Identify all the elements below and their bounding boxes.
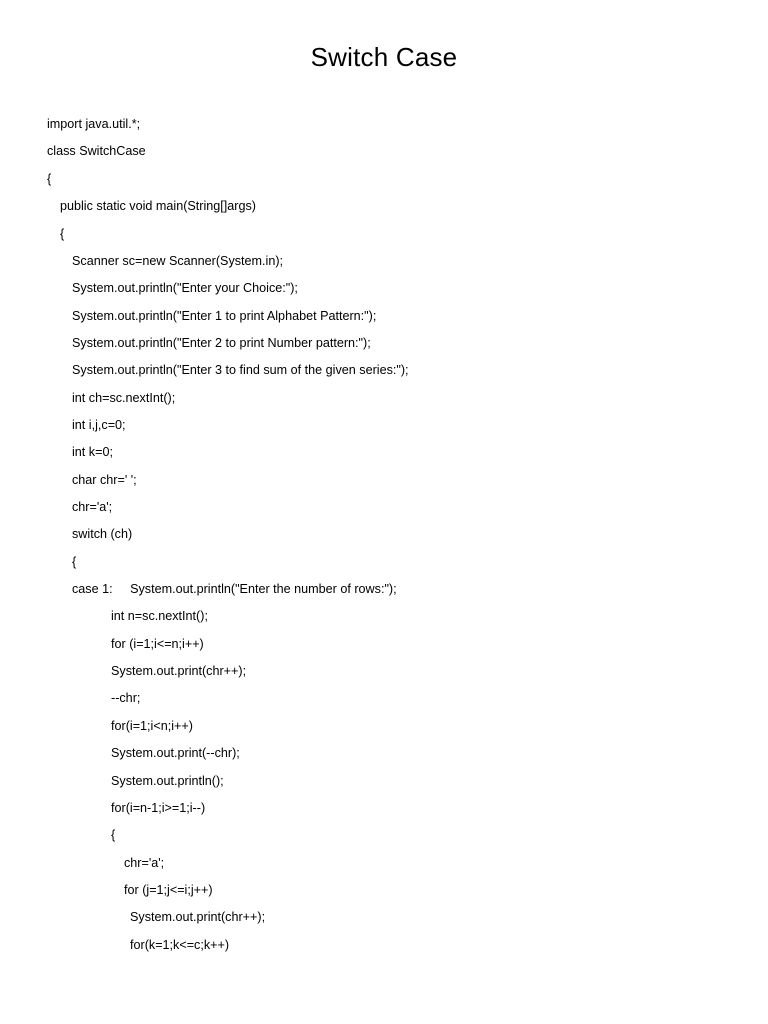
code-line: System.out.print(chr++); [130, 910, 266, 924]
code-line: import java.util.*; [47, 117, 141, 131]
code-line: for(k=1;k<=c;k++) [130, 938, 230, 952]
code-line: System.out.println("Enter your Choice:"); [72, 281, 298, 295]
code-line: class SwitchCase [47, 144, 146, 158]
code-line: int ch=sc.nextInt(); [72, 391, 176, 405]
code-line: System.out.println(); [111, 774, 224, 788]
code-line: int k=0; [72, 445, 113, 459]
code-line: { [111, 828, 116, 842]
code-line: int n=sc.nextInt(); [111, 609, 208, 623]
code-line: for (j=1;j<=i;j++) [124, 883, 213, 897]
code-line: Scanner sc=new Scanner(System.in); [72, 254, 284, 268]
code-line: switch (ch) [72, 527, 133, 541]
code-line: for(i=1;i<n;i++) [111, 719, 193, 733]
code-line: System.out.println("Enter 1 to print Alphabet Pattern:"); [72, 309, 377, 323]
code-line: char chr=' '; [72, 473, 137, 487]
code-line: int i,j,c=0; [72, 418, 126, 432]
code-line: chr='a'; [124, 856, 165, 870]
code-line: System.out.println("Enter 3 to find sum of the given series:"); [72, 363, 409, 377]
code-line: chr='a'; [72, 500, 113, 514]
code-line: System.out.print(--chr); [111, 746, 240, 760]
code-line: public static void main(String[]args) [60, 199, 256, 213]
code-line: for (i=1;i<=n;i++) [111, 637, 204, 651]
code-line: { [60, 227, 65, 241]
code-line: System.out.print(chr++); [111, 664, 247, 678]
code-line: System.out.println("Enter 2 to print Number pattern:"); [72, 336, 371, 350]
code-line: { [47, 172, 52, 186]
code-line: { [72, 555, 77, 569]
document-title: Switch Case [310, 42, 458, 72]
code-line: case 1: System.out.println("Enter the number of rows:"); [72, 582, 397, 596]
code-line: --chr; [111, 691, 141, 705]
code-line: for(i=n-1;i>=1;i--) [111, 801, 206, 815]
